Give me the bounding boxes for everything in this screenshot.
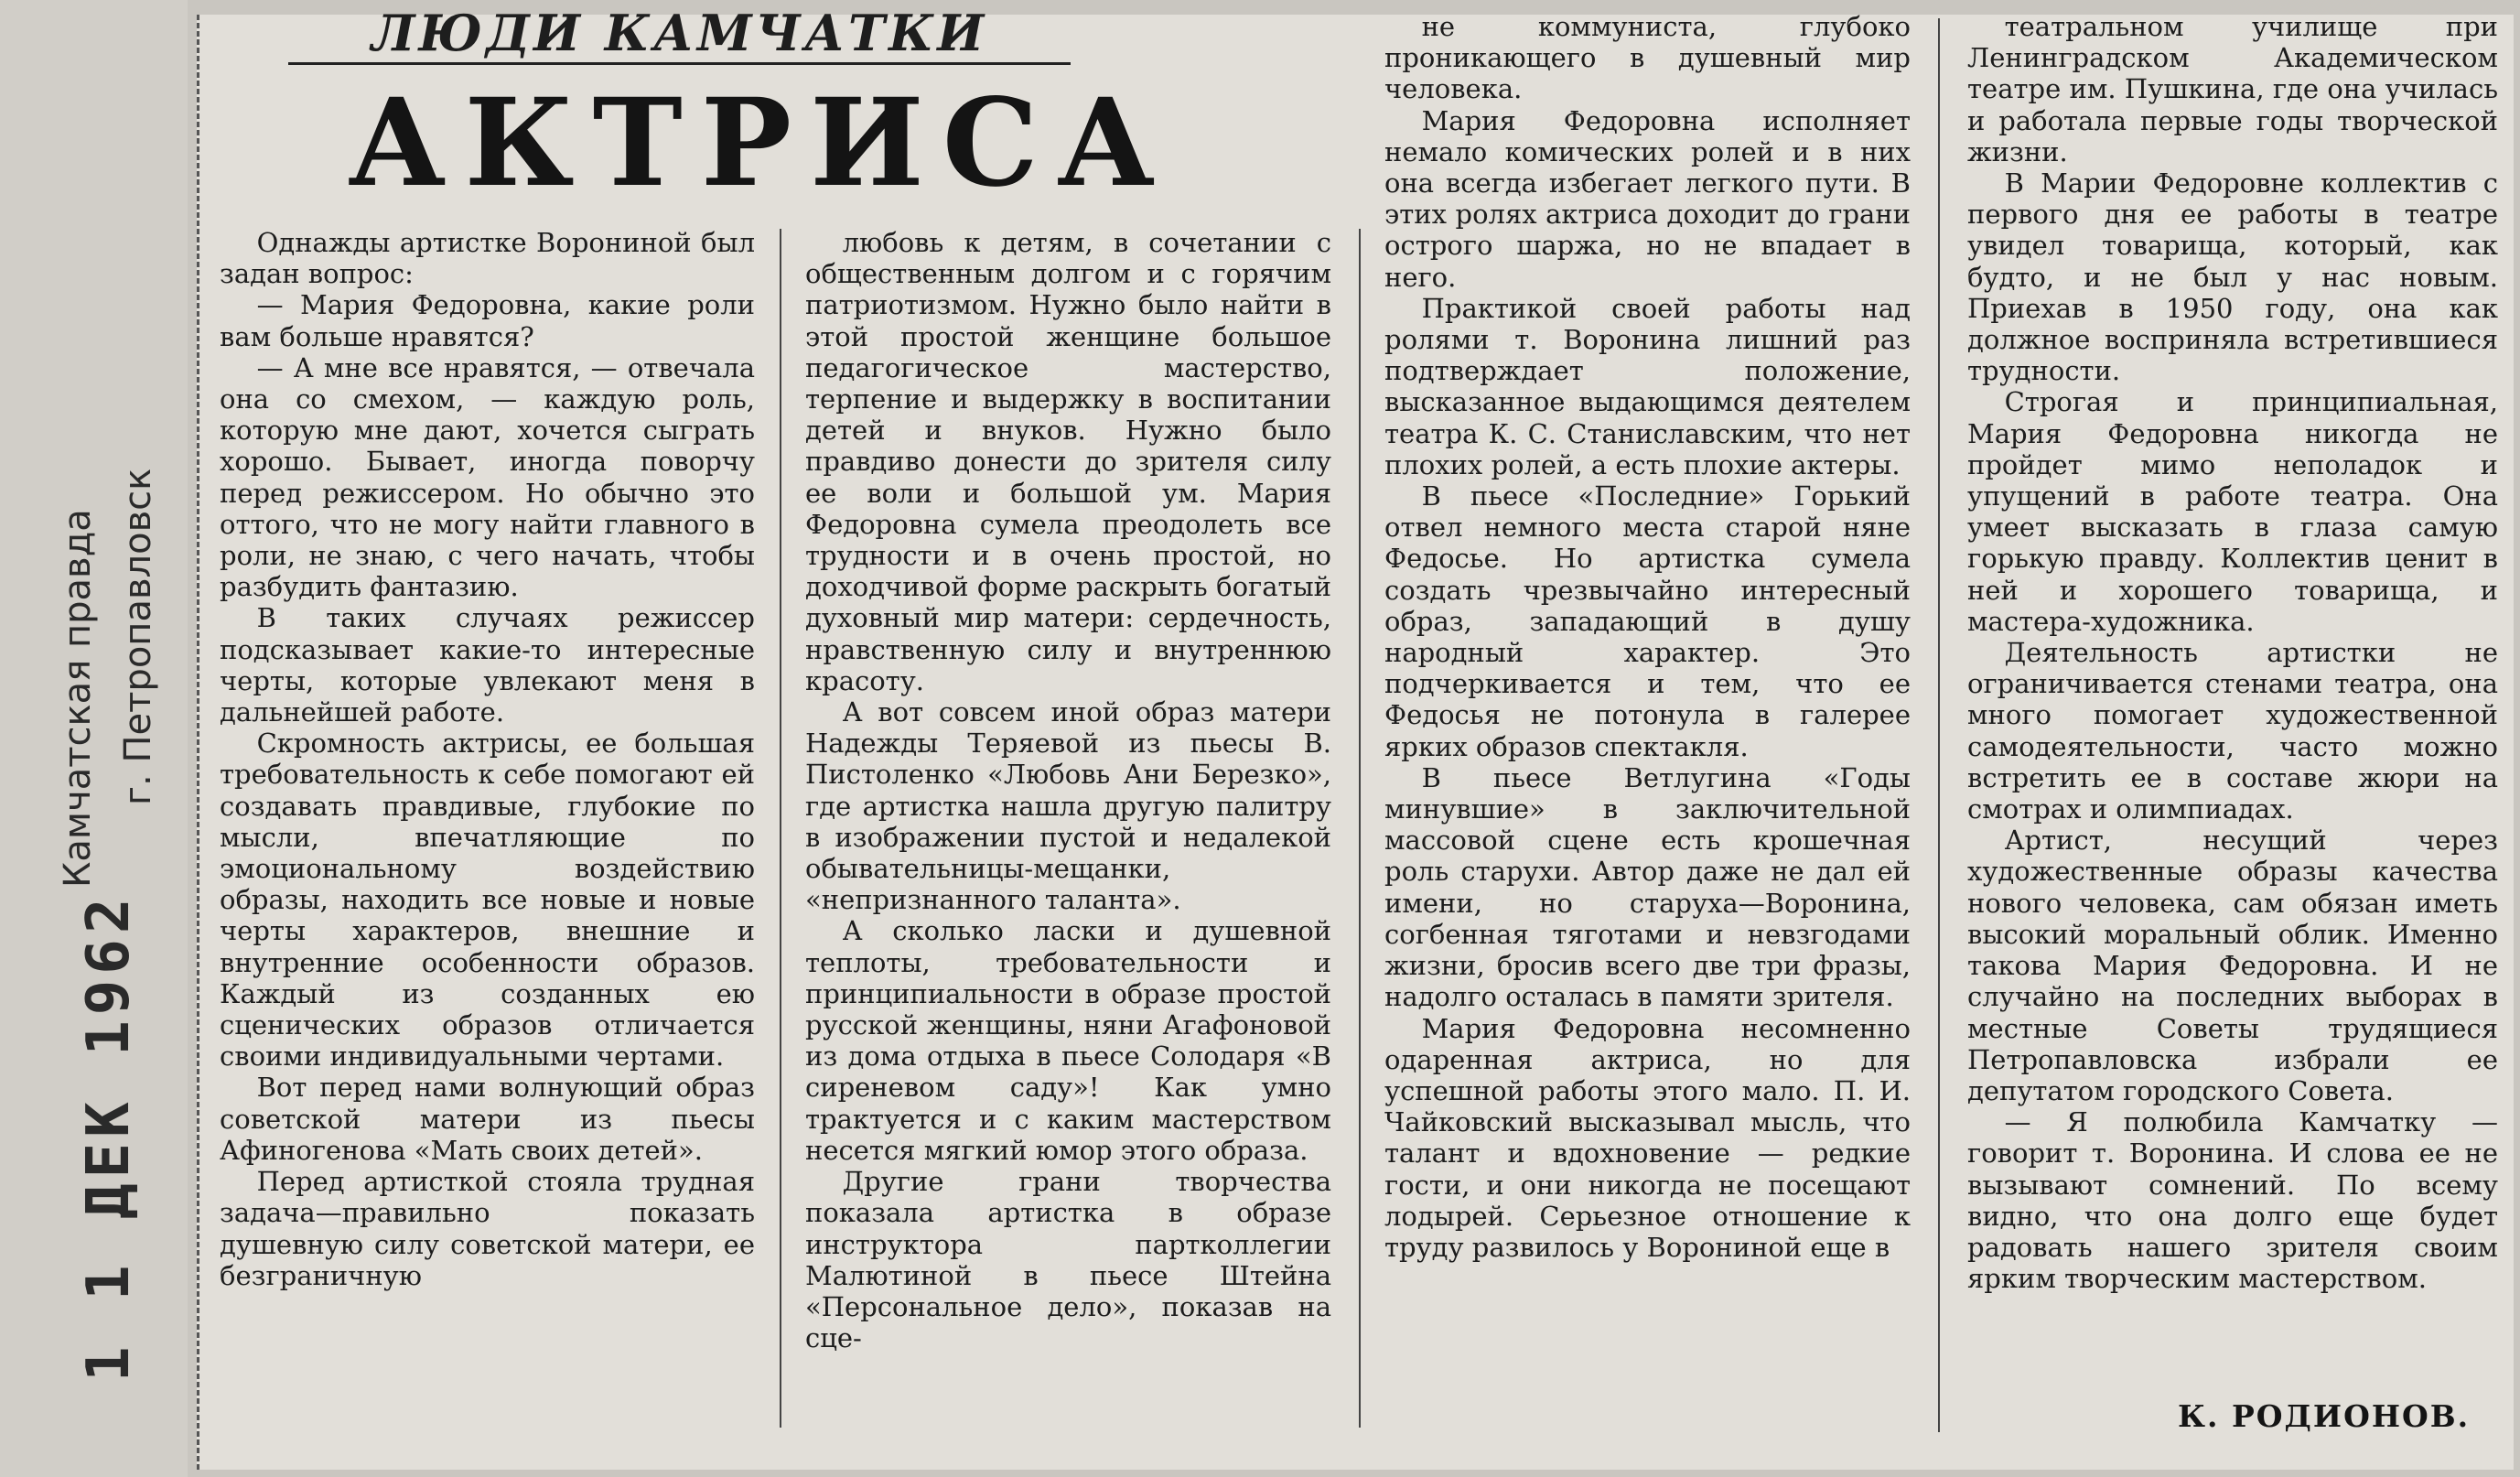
article-paragraph: Мария Федоровна исполняет немало комических ролей и в них она всегда избегает легкого пути. В этих ролях актриса доходит до грани острого шаржа, но не впадает в него. [1384,104,1911,293]
stamp-newspaper-name: Камчатская правда [57,509,99,888]
article-paragraph: любовь к детям, в сочетании с общественным долгом и с горячим патриотизмом. Нужно было найти в этой простой женщине большое педагогическое мастерство, терпение и выдержку в воспитании детей и внуков. Нужно было правдиво донести до зрителя силу ее воли и большой ум. Мария Федоровна сумела преодолеть все трудности и в очень простой, но доходчивой форме раскрыть богатый духовный мир матери: сердечность, нравственную силу и внутреннюю красоту. [805,227,1331,696]
stamp-city: г. Петропавловск [117,468,159,805]
article-paragraph: — Я полюбила Камчатку — говорит т. Воронина. И слова ее не вызывают сомнений. По всему видно, что она долго еще будет радовать нашего зрителя своим ярким творческим мастерством. [1967,1106,2498,1295]
column-3 [1384,11,1911,1439]
article-paragraph: Вот перед нами волнующий образ советской матери из пьесы Афиногенова «Мать своих детей». [220,1072,755,1166]
article-paragraph: А вот совсем иной образ матери Надежды Теряевой из пьесы В. Пистоленко «Любовь Ани Березко», где артистка нашла другую палитру в изображении пустой и недалекой обывательницы-мещанки, «непризнанного таланта». [805,696,1331,916]
article-paragraph: не коммуниста, глубоко проникающего в душевный мир человека. [1384,11,1911,105]
article-paragraph: Строгая и принципиальная, Мария Федоровна никогда не пройдет мимо неполадок и упущений в работе театра. Она умеет высказать в глаза самую горькую правду. Коллектив ценит в ней и хорошего товарища, и мастера-художника. [1967,386,2498,637]
column-divider [1938,18,1940,1432]
article-paragraph: Скромность актрисы, ее большая требовательность к себе помогают ей создавать правдивые, глубокие по мысли, впечатляющие по эмоциональному воздействию образы, находить все новые и новые черты характеров, внешние и внутренние особенности образов. Каждый из созданных ею сценических образов отличается своими индивидуальными чертами. [220,728,755,1073]
article-paragraph: театральном училище при Ленинградском Академическом театре им. Пушкина, где она училась и работала первые годы творческой жизни. [1967,11,2498,167]
article-paragraph: Мария Федоровна несомненно одаренная актриса, но для успешной работы этого мало. П. И. Чайковский высказывал мысль, что талант и вдохновение — редкие гости, и они никогда не посещают лодырей. Серьезное отношение к труду развилось у Ворониной еще в [1384,1012,1911,1263]
section-rubric: ЛЮДИ КАМЧАТКИ [288,5,1071,65]
article-paragraph: В пьесе «Последние» Горький отвел немного места старой няне Федосье. Но артистка сумела создать чрезвычайно интересный образ, западающий в душу народный характер. Это подчеркивается и тем, что ее Федосья не потонула в галерее ярких образов спектакля. [1384,480,1911,762]
author-signature: К. РОДИОНОВ. [2178,1398,2471,1434]
article-paragraph: Однажды артистке Ворониной был задан вопрос: [220,227,755,290]
article-paragraph: В пьесе Ветлугина «Годы минувшие» в заключительной массовой сцене есть крошечная роль старухи. Автор даже не дал ей имени, но старуха—Воронина, согбенная тяготами и невзгодами жизни, бросив всего две три фразы, надолго осталась в памяти зрителя. [1384,761,1911,1013]
column-divider [1359,229,1361,1428]
article-paragraph: Перед артисткой стояла трудная задача—правильно показать душевную силу советской матери, ее безграничную [220,1166,755,1291]
article-paragraph: А сколько ласки и душевной теплоты, требовательности и принципиальности в образе простой русской женщины, няни Агафоновой из дома отдыха в пьесе Солодаря «В сиреневом саду»! Как умно трактуется и с каким мастерством несется мягкий юмор этого образа. [805,915,1331,1166]
column-4 [1967,11,2498,1384]
article-paragraph: — Мария Федоровна, какие роли вам больше нравятся? [220,289,755,352]
column-divider [780,229,781,1428]
stamp-date: 1 1 ДЕК 1962 [75,892,143,1382]
article-paragraph: В Марии Федоровне коллектив с первого дня ее работы в театре увидел товарища, который, как будто, и не был у нас новым. Приехав в 1950 году, она как должное восприняла встретившиеся трудности. [1967,167,2498,387]
article-paragraph: Другие грани творчества показала артистка в образе инструктора партколлегии Малютиной в пьесе Штейна «Персональное дело», показав на сце- [805,1166,1331,1354]
article-paragraph: Деятельность артистки не ограничивается стенами театра, она много помогает художественной самодеятельности, часто можно встретить ее в составе жюри на смотрах и олимпиадах. [1967,637,2498,825]
article-title: АКТРИСА [348,72,1174,214]
column-2 [805,227,1331,1439]
article-paragraph: Артист, несущий через художественные образы качества нового человека, сам обязан иметь высокий моральный облик. Именно такова Мария Федоровна. И не случайно на последних выборах в местные Советы трудящиеся Петропавловска избрали ее депутатом городского Совета. [1967,825,2498,1106]
library-stamp [0,0,188,1477]
article-paragraph: Практикой своей работы над ролями т. Воронина лишний раз подтверждает положение, высказанное выдающимся деятелем театра К. С. Станиславским, что нет плохих ролей, а есть плохие актеры. [1384,292,1911,480]
article-paragraph: В таких случаях режиссер подсказывает какие-то интересные черты, которые увлекают меня в дальнейшей работе. [220,602,755,728]
column-1 [220,227,755,1439]
article-paragraph: — А мне все нравятся, — отвечала она со смехом, — каждую роль, которую мне дают, хочется сыграть хорошо. Бывает, иногда поворчу перед режиссером. Но обычно это оттого, что не могу найти главного в роли, не знаю, с чего начать, чтобы разбудить фантазию. [220,351,755,603]
